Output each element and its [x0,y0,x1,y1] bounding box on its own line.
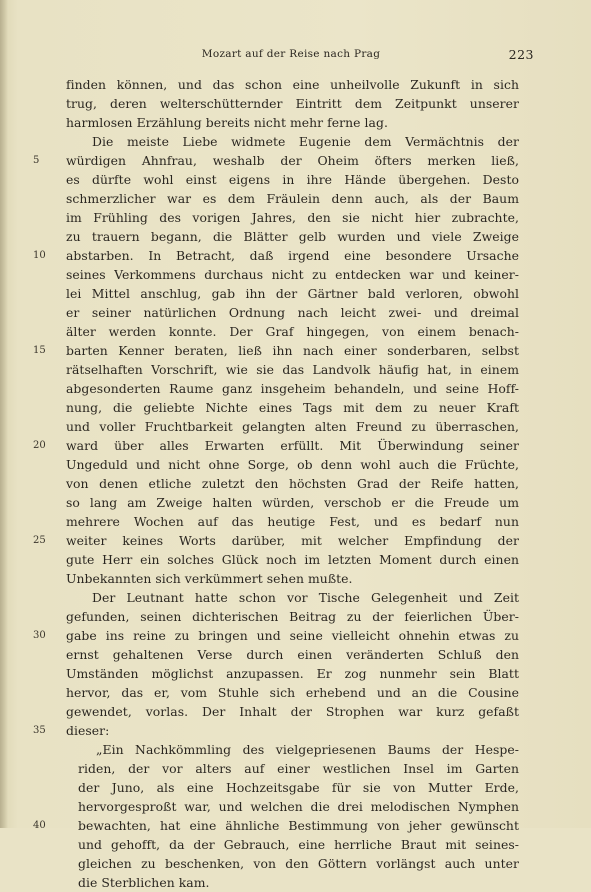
text-line: finden können, und das schon eine unheilvolle Zukunft in sich [66,77,519,92]
line-number: 25 [33,535,46,546]
text-line: abgesonderten Raume ganz insgeheim behandeln, und seine Hoff- [66,381,519,396]
running-title: Mozart auf der Reise nach Prag [201,48,381,60]
line-number: 20 [33,440,46,451]
text-line: schmerzlicher war es dem Fräulein denn auch, als der Baum [66,191,519,206]
line-number: 5 [33,155,40,166]
text-line: Umständen möglichst anzupassen. Er zog nunmehr sein Blatt [66,666,519,681]
gutter-shadow [0,0,8,828]
text-line: im Frühling des vorigen Jahres, den sie nicht hier zubrachte, [66,210,519,225]
text-line: und voller Fruchtbarkeit gelangten alten Freund zu überraschen, [66,419,519,434]
text-line: hervor, das er, vom Stuhle sich erhebend und an die Cousine [66,685,519,700]
text-line: er seiner natürlichen Ordnung nach leicht zwei- und dreimal [66,305,519,320]
text-line: Der Leutnant hatte schon vor Tische Gelegenheit und Zeit [92,590,519,605]
line-number: 40 [33,820,46,831]
body-text [33,75,519,892]
text-line: 15 barten Kenner beraten, ließ ihn nach einer sonderbaren, selbst [33,343,519,358]
text-line: gleichen zu beschenken, von den Göttern vorlängst auch unter [78,856,519,871]
text-line: Unbekannten sich verkümmert sehen mußte. [66,571,353,586]
text-line: riden, der vor alters auf einer westlichen Insel im Garten [78,761,519,776]
text-line: gefunden, seinen dichterischen Beitrag zu der feierlichen Über- [66,609,519,624]
line-number: 30 [33,630,46,641]
text-line: Ungeduld und nicht ohne Sorge, ob denn wohl auch die Früchte, [66,457,519,472]
line-number: 15 [33,345,46,356]
text-line: 40 bewachten, hat eine ähnliche Bestimmung von jeher gewünscht [33,818,519,833]
text-line: so lang am Zweige halten würden, verschob er die Freude um [66,495,519,510]
text-line: und gehofft, da der Gebrauch, eine herrliche Braut mit seines- [78,837,519,852]
text-line: seines Verkommens durchaus nicht zu entdecken war und keiner- [66,267,519,282]
text-line: der Juno, als eine Hochzeitsgabe für sie von Mutter Erde, [78,780,519,795]
text-line: lei Mittel anschlug, gab ihn der Gärtner bald verloren, obwohl [66,286,519,301]
text-line: von denen etliche zuletzt den höchsten Grad der Reife hatten, [66,476,519,491]
text-line: rätselhaften Vorschrift, wie sie das Landvolk häufig hat, in einem [66,362,519,377]
text-line: 25 weiter keines Worts darüber, mit welcher Empfindung der [33,533,519,548]
line-number: 10 [33,250,46,261]
text-line: 30 gabe ins reine zu bringen und seine vielleicht ohnehin etwas zu [33,628,519,643]
text-line: „Ein Nachkömmling des vielgepriesenen Baums der Hespe- [96,742,519,757]
text-line: ernst gehaltenen Verse durch einen veränderten Schluß den [66,647,519,662]
line-number: 35 [33,725,46,736]
page-number: 223 [508,47,534,62]
text-line: hervorgesproßt war, und welchen die drei melodischen Nymphen [78,799,519,814]
text-line: harmlosen Erzählung bereits nicht mehr ferne lag. [66,115,388,130]
page-header [66,47,534,63]
text-line: es dürfte wohl einst eigens in ihre Hände übergehen. Desto [66,172,519,187]
text-line: gewendet, vorlas. Der Inhalt der Strophen war kurz gefaßt [66,704,519,719]
text-line: 5 würdigen Ahnfrau, weshalb der Oheim öfters merken ließ, [33,153,519,168]
text-line: 35 dieser: [33,723,110,738]
text-line: 10 abstarben. In Betracht, daß irgend eine besondere Ursache [33,248,519,263]
text-line: 20 ward über alles Erwarten erfüllt. Mit Überwindung seiner [33,438,519,453]
text-line: älter werden konnte. Der Graf hingegen, von einem benach- [66,324,519,339]
text-line: die Sterblichen kam. [78,875,210,890]
text-line: trug, deren welterschütternder Eintritt dem Zeitpunkt unserer [66,96,519,111]
text-line: zu trauern begann, die Blätter gelb wurden und viele Zweige [66,229,519,244]
text-line: Die meiste Liebe widmete Eugenie dem Vermächtnis der [92,134,519,149]
text-line: gute Herr ein solches Glück noch im letzten Moment durch einen [66,552,519,567]
text-line: mehrere Wochen auf das heutige Fest, und es bedarf nun [66,514,519,529]
text-line: nung, die geliebte Nichte eines Tags mit dem zu neuer Kraft [66,400,519,415]
